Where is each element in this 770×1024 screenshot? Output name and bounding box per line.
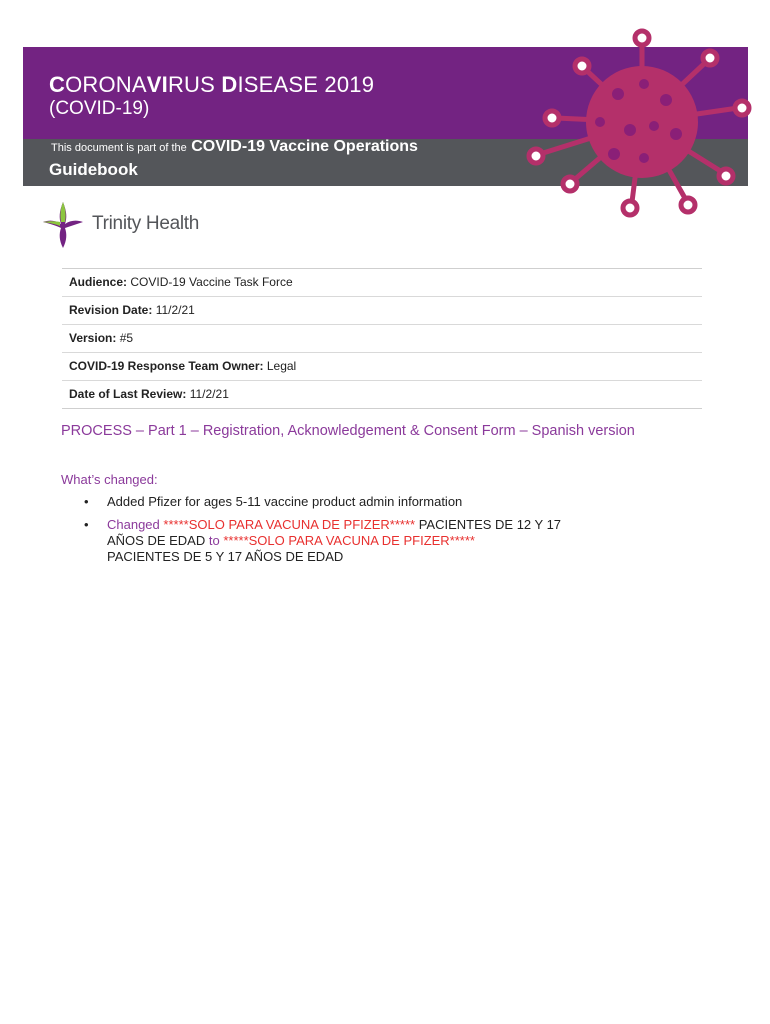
part-of-prefix: This document is part of the [51, 142, 187, 154]
title-part: RUS [167, 72, 222, 97]
info-value: COVID-19 Vaccine Task Force [130, 275, 293, 289]
guidebook-label: Guidebook [49, 160, 138, 179]
whats-changed-heading: What’s changed: [61, 472, 158, 487]
old-label-red: *****SOLO PARA VACUNA DE PFIZER***** [163, 517, 416, 532]
title-part: VI [146, 72, 168, 97]
info-label: Version: [69, 331, 117, 345]
info-value: #5 [119, 331, 134, 345]
old-label-black: PACIENTES DE 12 Y 17 AÑOS DE EDAD [107, 517, 562, 548]
title-part: ISEASE 2019 [237, 72, 375, 97]
info-row-audience [62, 269, 702, 297]
info-row-version [62, 325, 702, 353]
info-value: 11/2/21 [155, 303, 195, 317]
guidebook-name: COVID-19 Vaccine Operations [191, 138, 418, 155]
document-subtitle: (COVID-19) [49, 98, 150, 119]
info-row-team-owner [62, 353, 702, 381]
process-title: PROCESS – Part 1 – Registration, Acknowledgement & Consent Form – Spanish version [61, 423, 635, 439]
virus-icon [526, 22, 758, 220]
list-item [80, 494, 600, 510]
to-word: to [205, 533, 224, 548]
info-label: Date of Last Review: [69, 387, 187, 401]
info-value: Legal [266, 359, 297, 373]
title-part: ORONA [65, 72, 147, 97]
whats-changed-list [80, 494, 600, 572]
info-value: 11/2/21 [189, 387, 229, 401]
info-label: Audience: [69, 275, 128, 289]
title-part: D [221, 72, 238, 97]
guidebook-reference [51, 138, 418, 156]
new-label-black: PACIENTES DE 5 Y 17 AÑOS DE EDAD [107, 549, 344, 564]
trinity-health-cross-icon [41, 200, 85, 250]
logo-text: Trinity Health [92, 213, 200, 234]
info-label: COVID-19 Response Team Owner: [69, 359, 264, 373]
list-item [80, 517, 600, 565]
changed-word: Changed [107, 517, 160, 532]
info-row-revision-date [62, 297, 702, 325]
change-text: Added Pfizer for ages 5-11 vaccine product admin information [107, 494, 463, 509]
info-label: Revision Date: [69, 303, 153, 317]
new-label-red: *****SOLO PARA VACUNA DE PFIZER***** [223, 533, 475, 548]
document-title [49, 72, 374, 98]
info-row-last-review [62, 381, 702, 408]
title-part: C [49, 72, 66, 97]
document-info-table [62, 268, 702, 409]
